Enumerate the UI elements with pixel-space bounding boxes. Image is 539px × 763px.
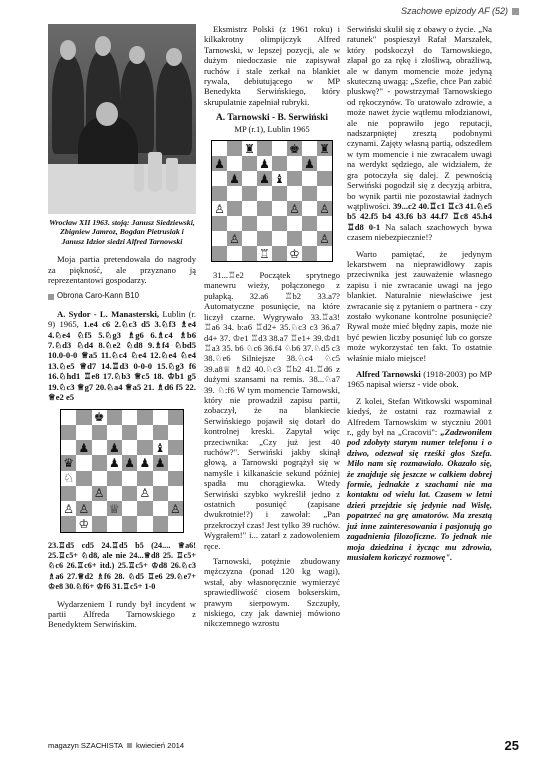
column-1	[48, 24, 196, 633]
opening-name: Obrona Caro-Kann B10	[57, 291, 139, 301]
magazine-name: magazyn SZACHISTA	[48, 741, 123, 750]
square-bullet-icon	[48, 294, 54, 300]
board-square	[137, 516, 152, 531]
board-square	[137, 440, 152, 455]
game1-moves	[48, 309, 196, 403]
board-square	[153, 486, 168, 501]
board-square: ♝	[153, 440, 168, 455]
board-square	[107, 410, 122, 425]
issue-date: kwiecień 2014	[135, 741, 185, 750]
board-square: ♟	[212, 156, 227, 171]
board-square: ♟	[302, 156, 317, 171]
board-square: ♟	[107, 440, 122, 455]
col3-p1-end: Na salach szachowych bywa czasem niebezpiecznie!?	[347, 221, 492, 243]
board-square	[287, 231, 302, 246]
board-square: ♛	[61, 455, 76, 470]
board-square	[92, 425, 107, 440]
opening-label	[48, 291, 196, 301]
board-square	[61, 486, 76, 501]
page-number: 25	[504, 738, 519, 753]
board-square	[257, 201, 272, 216]
col2-paragraph-3: Tarnowski, potężnie zbudowany mężczyzna (ponad 120 kg wagi), wstał, aby własnoręcznie wymierzyć sprawiedliwość ciosem bokserskim, prawym sierpowym. Szczupły, niskiego, czy jak dawniej mówiono nikczemnego wzrostu	[204, 556, 340, 629]
board-square	[302, 216, 317, 231]
board-square	[153, 471, 168, 486]
col2-paragraph-2: 31...♖e2 Początek sprytnego manewru wieży, połączonego z pułapką. 32.a6 ♖b2 33.a7? Automatyczne posunięcie, na które liczył czarne. Wygrywało 33.♖a3! ♖a6 34. b:a6 ♖d2+ 35.♘c3 c3 36.a7 d4+ 37. ♔e1 ♖d3 38.a7 ♖e1+ 39.♔d1 ♖a3 35. b6 ♘c6 36.f4 ♘b6 37.♘d5 c3 38.♘e6 Silniejsze 38.♘c4 ♘c5 39.a8♕ ♗d2 40.♘c3 ♖b2 41.♖d6 z dużymi szansami na remis. 38...♘a7 39. ♘:f6 W tym momencie Tarnowski, który nie prowadził zapisu partii, zobaczył, że na blankiecie Serwińskiego pojawił się dotarł do kontrolnej kreski. Zapytał więc przeciwnika: „Czy już jest 40 ruchów?". Serwiński jakby skinął głową, a Tarnowski pogrążył się w namyśle i kilkanaście sekund później spadła mu chorągiewka. Wtedy Serwiński szybko wykreślił jedno z ostatnich posunięć (zapisane dwukrotnie!?) i zawołał: „Pan przekroczył czas! Jest tylko 39 ruchów. Wygrałem!" i... zatarł z zadowoleniem ręce.	[204, 270, 340, 551]
board-square	[92, 501, 107, 516]
board-square	[317, 246, 332, 261]
col3-moves: 39...c2 40.♖c1 ♖c3 41.♘e5 b5 42.f5 b4 43.f6 b3 44.f7 ♖c8 45.h4 ♖d8 0-1	[347, 200, 492, 232]
board-square: ♙	[212, 201, 227, 216]
board-square	[227, 246, 242, 261]
board-square	[242, 171, 257, 186]
header-square-icon	[512, 8, 519, 15]
board-square	[122, 516, 137, 531]
board-square	[227, 156, 242, 171]
board-square	[92, 455, 107, 470]
historical-photo	[48, 24, 196, 214]
column-3	[347, 24, 492, 565]
board-square	[272, 201, 287, 216]
board-square	[61, 516, 76, 531]
board-square	[227, 186, 242, 201]
board-square	[212, 231, 227, 246]
board-square: ♙	[227, 231, 242, 246]
board-square: ♟	[137, 455, 152, 470]
board-square: ♟	[257, 171, 272, 186]
board-square	[242, 246, 257, 261]
board-square	[107, 425, 122, 440]
chess-diagram-1	[60, 409, 184, 533]
board-square: ♙	[317, 231, 332, 246]
board-square: ♙	[92, 486, 107, 501]
board-square: ♙	[137, 486, 152, 501]
col3-p3-text: (1918-2003) po MP 1965 napisał wiersz - vide obok.	[347, 369, 492, 390]
board-square	[92, 440, 107, 455]
board-square	[168, 440, 183, 455]
board-square	[257, 231, 272, 246]
board-square: ♟	[107, 455, 122, 470]
column-2	[204, 24, 340, 632]
board-square	[272, 231, 287, 246]
board-square	[272, 216, 287, 231]
tarnowski-name: Alfred Tarnowski	[356, 369, 421, 379]
board-square: ♔	[76, 516, 91, 531]
board-square	[242, 156, 257, 171]
board-square	[287, 186, 302, 201]
col3-paragraph-2: Warto pamiętać, że jedynym lekarstwem na nieprawidłowy zapis przeciwnika jest zauważenie własnego zapisu i nie zwracanie uwagi na jego blankiet. Naturalnie niewłaściwe jest zwracanie się z pytaniem o partnera - czy zostało wykonane kontrolne posunięcie? Rywal może mieć błędny zapis, może nie być pewien liczby posunięć lub co gorsze może wykorzystać ten fakt. To ostatnie właśnie miało miejsce!	[347, 248, 492, 363]
board-square: ♟	[227, 171, 242, 186]
footer-magazine	[48, 741, 184, 750]
board-square: ♖	[257, 246, 272, 261]
board-square	[122, 501, 137, 516]
board-square: ♚	[287, 141, 302, 156]
board-square	[107, 516, 122, 531]
col3-p4-quote: „Zadzwoniłem pod zdobyty starym numer telefonu i o dziwo, odezwał się rześki głos Szefa. Miło nam się rozmawiało. Okazało się, że znajduje się jeszcze w całkiem dobrej formie, jednakże z szachami nie ma kontaktu od wielu lat. Czasem w letni dzień przejdzie się jedynie nad Wisłę, popatrzeć na grę amatorów. Ma zresztą już inne zainteresowania i pasjonują go zagadnienia filozoficzne. To jednak nie moja dziedzina i życząc mu zdrowia, musiałem kończyć rozmowę".	[347, 427, 492, 562]
board-square	[153, 516, 168, 531]
board-square: ♙	[76, 501, 91, 516]
board-square	[122, 425, 137, 440]
board-square: ♟	[76, 440, 91, 455]
board-square	[137, 471, 152, 486]
board-square	[92, 516, 107, 531]
board-square	[137, 410, 152, 425]
board-square: ♘	[61, 471, 76, 486]
board-square	[107, 471, 122, 486]
col3-paragraph-1	[347, 24, 492, 243]
board-square: ♜	[242, 141, 257, 156]
game1-end-moves: 23.♖d5 cd5 24.♖d5 b5 (24.... ♕a6! 25.♖c5+ ♘d8, ale nie 24...♕d8 25. ♖c5+ ♘c6 26.♖c6+ itd.) 25.♖c5+ ♔d8 26.♘c3 ♗a6 27.♕d2 ♗f6 28. ♘d5 ♖e6 29.♘e7+ ♔e8 30.♘f6+ ♔f6 31.♖c5+ 1-0	[48, 540, 196, 592]
board-square	[302, 141, 317, 156]
board-square	[227, 216, 242, 231]
board-square: ♟	[257, 156, 272, 171]
board-square	[317, 216, 332, 231]
outro-paragraph: Wydarzeniem I rundy był incydent w partii Alfreda Tarnowskiego z Benedyktem Serwińskim.	[48, 598, 196, 630]
board-square	[302, 246, 317, 261]
board-square	[287, 171, 302, 186]
header-title: Szachowe epizody AF (52)	[400, 6, 508, 16]
col2-paragraph-1: Eksmistrz Polski (z 1961 roku) i kilkakrotny olimpijczyk Alfred Tarnowski, w lepszej pozycji, ale w dużym niedoczasie nie zapisywał ruchów i stale zerkał na blankiet rywala, debiutującego w MP Benedykta Serwińskiego, który skrupulatnie zapełniał rubryki.	[204, 24, 340, 107]
board-square	[212, 216, 227, 231]
footer-square-icon	[127, 743, 132, 748]
board-square	[61, 440, 76, 455]
board-square	[168, 486, 183, 501]
board-square	[317, 156, 332, 171]
game1-move-list: 1.e4 c6 2.♘c3 d5 3.♘f3 ♗e4 4.♘e4 ♘f5 5.♘g3 ♗g6 6.♗c4 ♗b6 7.♘d3 ♘d4 8.♘e2 ♘d8 9.♗f4 ♘bd5 10.0-0-0 ♕a5 11.♘c4 ♘e4 12.♘e4 ♘e4 13.♘e5 ♕d7 14.♖d3 0-0-0 15.♘g3 f6 16.♘hd1 ♖e8 17.♘b3 ♕c5 18. ♔b1 g5 19.♘c3 ♕g7 20.♘a4 ♕a5 21. ♗d6 f5 22. ♕e2 e5	[48, 319, 196, 403]
board-square	[212, 171, 227, 186]
game1-place: Lublin (r. 9) 1965,	[48, 308, 196, 330]
board-square	[302, 186, 317, 201]
board-square: ♜	[317, 141, 332, 156]
board-square	[302, 171, 317, 186]
board-square: ♟	[153, 455, 168, 470]
board-square: ♟	[122, 455, 137, 470]
board-square	[122, 486, 137, 501]
board-square	[76, 425, 91, 440]
board-square	[76, 471, 91, 486]
board-square	[242, 186, 257, 201]
board-square	[272, 156, 287, 171]
board-square	[212, 186, 227, 201]
board-square: ♝	[272, 171, 287, 186]
board-square	[76, 410, 91, 425]
board-square: ♙	[168, 501, 183, 516]
board-square	[122, 440, 137, 455]
board-square: ♔	[287, 246, 302, 261]
board-square	[92, 471, 107, 486]
board-square	[122, 471, 137, 486]
board-square	[107, 486, 122, 501]
board-square	[317, 171, 332, 186]
board-square	[302, 231, 317, 246]
board-square	[227, 141, 242, 156]
board-square	[272, 141, 287, 156]
col3-p1-text: Serwiński skulił się z obawy o życie. „Na ratunek" pospieszył Rafał Marszałek, który podskoczył do Tarnowskiego, złapał go za rękę i złośliwą, obraźliwą, ale w danym momencie może jedyną skuteczną uwagą: „Szefie, chce Pan zabić pluskwę?" - powstrzymał Tarnowskiego od rękoczynów. To uratowało zdrowie, a może nawet życie wątłemu młodzianowi, ale nie poprawiło jego reputacji, nadszarpniętej zresztą podobnymi czynami. Zajęty własną partią, odszedłem w tym momencie i nie zwracałem uwagi na werdykt sędziego, ale widziałem, że gra potoczyła się dalej. Z pewnością Serwiński pogodził się z decyzją arbitra, bo wynik partii nie pozostawiał żadnych wątpliwości.	[347, 24, 492, 211]
board-square	[168, 471, 183, 486]
board-square	[212, 141, 227, 156]
board-square	[317, 186, 332, 201]
board-square	[272, 186, 287, 201]
board-square	[153, 410, 168, 425]
col3-paragraph-3	[347, 369, 492, 390]
board-square	[287, 216, 302, 231]
board-square	[153, 425, 168, 440]
board-square: ♕	[107, 501, 122, 516]
board-square	[137, 501, 152, 516]
board-square	[212, 246, 227, 261]
game2-subtitle: MP (r.1), Lublin 1965	[234, 123, 310, 134]
board-square: ♚	[92, 410, 107, 425]
board-square	[61, 410, 76, 425]
board-square	[287, 156, 302, 171]
board-square: ♙	[287, 201, 302, 216]
board-square: ♙	[317, 201, 332, 216]
page-header	[401, 6, 519, 16]
board-square	[122, 410, 137, 425]
board-square	[61, 425, 76, 440]
intro-paragraph: Moja partia pretendowała do nagrody za piękność, ale przyznano ją reprezentantowi gospodarzy.	[48, 254, 196, 286]
photo-caption: Wrocław XII 1963. stoją: Janusz Siedziewski, Zbigniew Jamroz, Bogdan Pietrusiak i Janusz Idzior siedzi Alfred Tarnowski	[49, 218, 195, 246]
board-square	[257, 186, 272, 201]
page-footer	[48, 738, 519, 753]
board-square	[257, 216, 272, 231]
board-square	[272, 246, 287, 261]
game2-title: A. Tarnowski - B. Serwiński	[215, 113, 328, 124]
board-square	[242, 201, 257, 216]
col3-paragraph-4	[347, 396, 492, 563]
board-square	[168, 425, 183, 440]
board-square	[168, 516, 183, 531]
board-square	[168, 410, 183, 425]
board-square	[76, 455, 91, 470]
board-square	[257, 141, 272, 156]
board-square	[168, 455, 183, 470]
board-square	[242, 231, 257, 246]
board-square	[76, 486, 91, 501]
col3-p4-text: Z kolei, Stefan Witkowski wspominał kiedyś, że ostatni raz rozmawiał z Alfredem Tarnowskim w styczniu 2001 r., gdy był na „Cracovii":	[347, 395, 492, 438]
board-square	[242, 216, 257, 231]
chess-diagram-2	[211, 140, 333, 262]
board-square	[137, 425, 152, 440]
board-square: ♙	[61, 501, 76, 516]
board-square	[227, 201, 242, 216]
board-square	[302, 201, 317, 216]
game1-header: A. Sydor - L. Manasterski,	[57, 308, 160, 319]
board-square	[153, 501, 168, 516]
